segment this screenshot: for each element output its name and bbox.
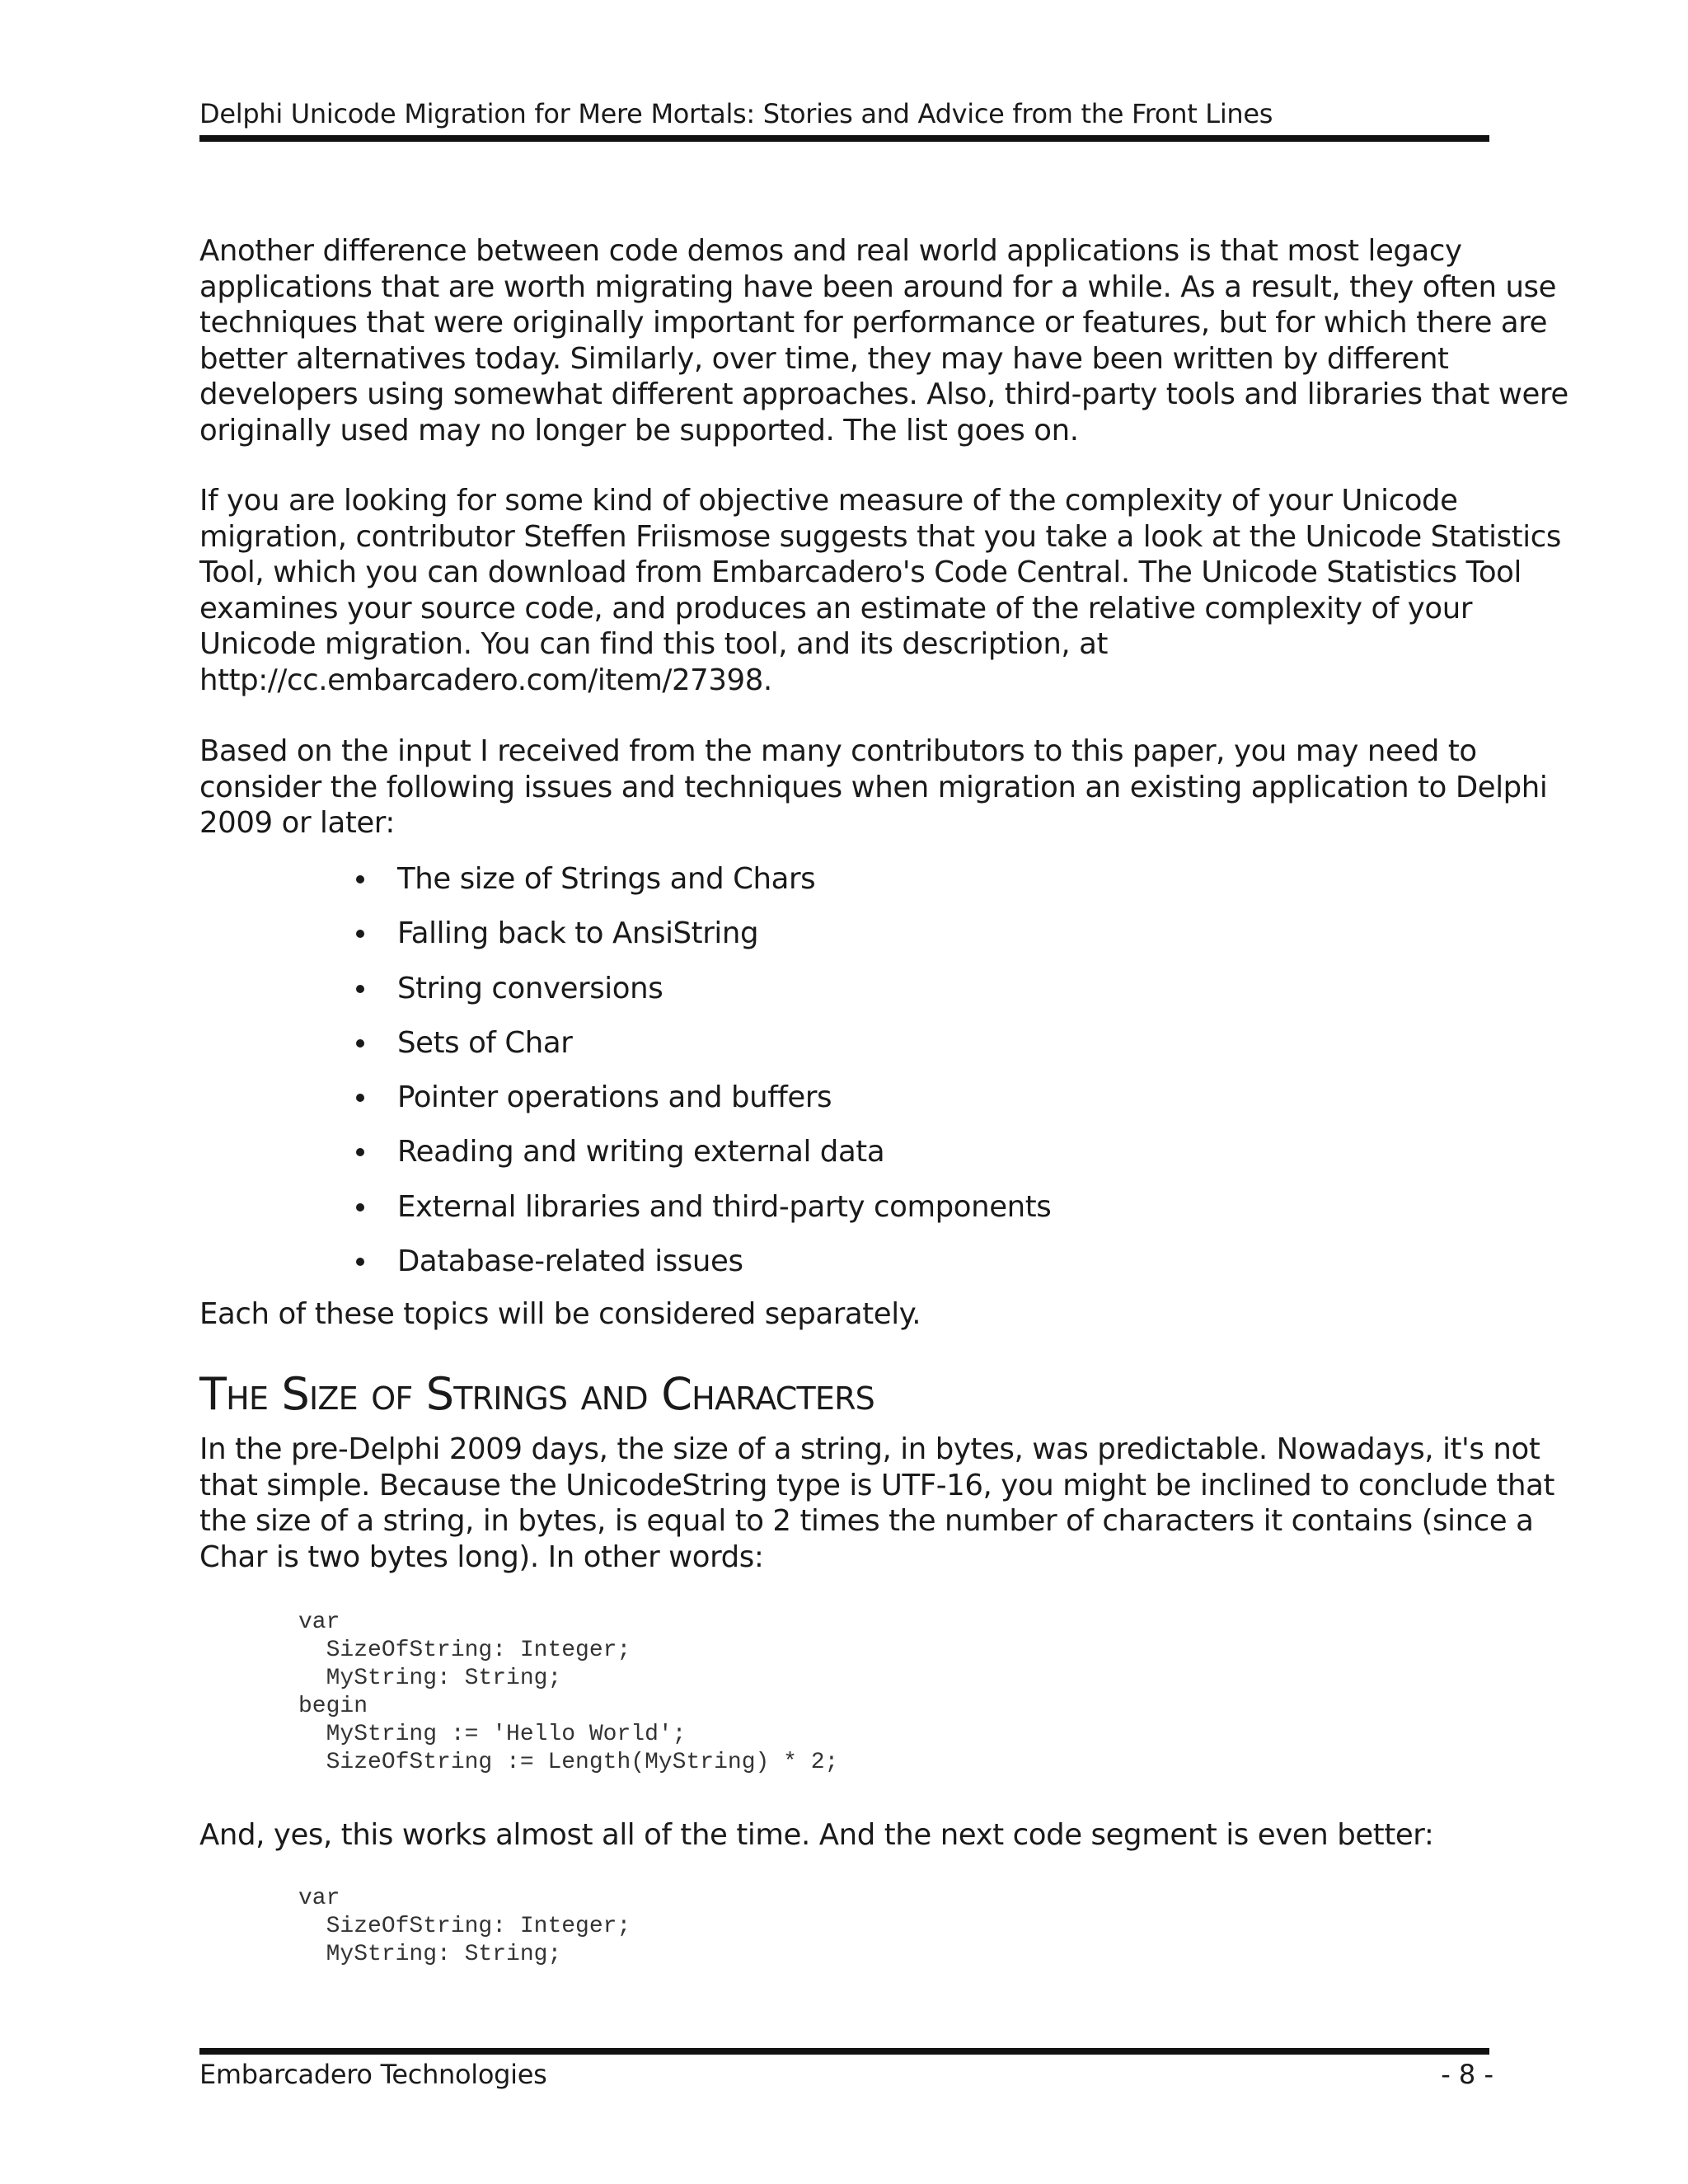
text-line: examines your source code, and produces an estimate of the relative complexity of your [199, 591, 1473, 626]
page-number: - 8 - [1441, 2059, 1493, 2090]
tool-link[interactable]: http://cc.embarcadero.com/item/27398. [199, 663, 772, 697]
text-line: that simple. Because the UnicodeString type is UTF-16, you might be inclined to conclude that [199, 1468, 1555, 1502]
code-block-length: var SizeOfString: Integer; MyString: String; begin MyString := 'Hello World'; SizeOfString := Length(MyString) * 2; [298, 1610, 839, 1775]
text-line: Another difference between code demos and real world applications is that most legacy [199, 234, 1462, 268]
text-line: Char is two bytes long). In other words: [199, 1540, 764, 1574]
footer-company: Embarcadero Technologies [199, 2059, 547, 2090]
bullet-icon [356, 1094, 364, 1102]
paragraph-statistics-tool [199, 483, 1561, 698]
text-line: Based on the input I received from the many contributors to this paper, you may need to [199, 734, 1477, 768]
issues-list [356, 861, 1051, 1298]
section-title: The Size of Strings and Characters [199, 1368, 875, 1420]
bullet-icon [356, 875, 364, 883]
text-line: consider the following issues and techniques when migration an existing application to Delphi [199, 770, 1548, 804]
list-item: Pointer operations and buffers [356, 1080, 1051, 1134]
bullet-icon [356, 985, 364, 993]
text-line: the size of a string, in bytes, is equal to 2 times the number of characters it contains (since a [199, 1504, 1534, 1538]
paragraph-legacy-apps [199, 233, 1568, 448]
bullet-icon [356, 930, 364, 938]
paragraph-topics-note [199, 1296, 1502, 1333]
paragraph-string-size [199, 1432, 1555, 1575]
text-line: Each of these topics will be considered separately. [199, 1297, 921, 1331]
paragraph-next-segment [199, 1817, 1502, 1854]
list-item: Sets of Char [356, 1025, 1051, 1080]
text-line: Tool, which you can download from Embarcadero's Code Central. The Unicode Statistics Tool [199, 555, 1522, 589]
bullet-icon [356, 1148, 364, 1156]
list-item: String conversions [356, 971, 1051, 1025]
footer-rule [199, 2048, 1489, 2055]
text-line: In the pre-Delphi 2009 days, the size of a string, in bytes, was predictable. Nowadays, it's not [199, 1432, 1540, 1466]
list-item: Reading and writing external data [356, 1134, 1051, 1188]
bullet-icon [356, 1258, 364, 1266]
header-rule [199, 135, 1489, 142]
list-item: External libraries and third-party components [356, 1189, 1051, 1244]
running-header: Delphi Unicode Migration for Mere Mortals: Stories and Advice from the Front Lines [199, 98, 1273, 129]
text-line: better alternatives today. Similarly, over time, they may have been written by different [199, 341, 1449, 376]
code-block-next: var SizeOfString: Integer; MyString: String; [298, 1886, 631, 1967]
text-line: developers using somewhat different approaches. Also, third-party tools and libraries that were [199, 377, 1568, 411]
list-item: Falling back to AnsiString [356, 916, 1051, 970]
paragraph-issues-intro [199, 733, 1548, 841]
text-line: And, yes, this works almost all of the time. And the next code segment is even better: [199, 1818, 1434, 1852]
list-item: The size of Strings and Chars [356, 861, 1051, 916]
text-line: applications that are worth migrating have been around for a while. As a result, they often use [199, 269, 1557, 304]
bullet-icon [356, 1203, 364, 1212]
list-item: Database-related issues [356, 1244, 1051, 1298]
text-line: techniques that were originally important for performance or features, but for which there are [199, 306, 1548, 340]
text-line: If you are looking for some kind of objective measure of the complexity of your Unicode [199, 484, 1458, 518]
bullet-icon [356, 1039, 364, 1047]
text-line: Unicode migration. You can find this tool, and its description, at [199, 627, 1109, 661]
text-line: originally used may no longer be supported. The list goes on. [199, 413, 1079, 448]
text-line: migration, contributor Steffen Friismose suggests that you take a look at the Unicode Statistics [199, 519, 1561, 554]
text-line: 2009 or later: [199, 806, 395, 840]
